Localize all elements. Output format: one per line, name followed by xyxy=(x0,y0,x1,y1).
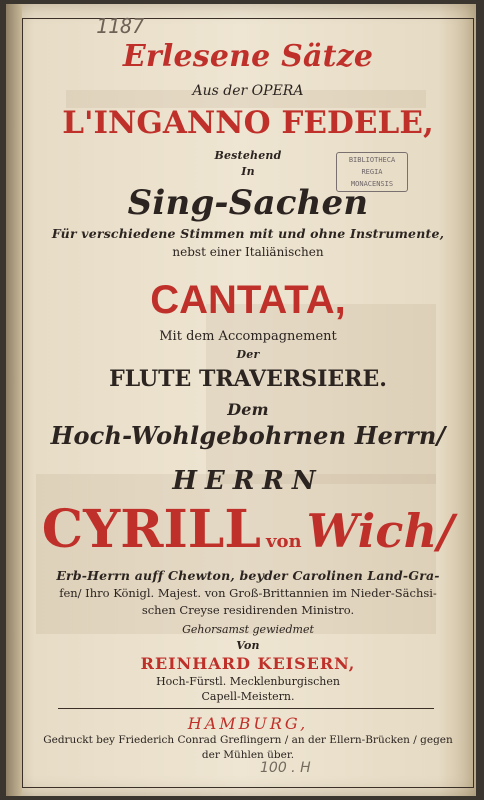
imprint-city: HAMBURG, xyxy=(187,714,309,733)
title-line-23: Hoch-Fürstl. Mecklenburgischen xyxy=(156,675,340,688)
title-line-20: Gehorsamst gewiedmet xyxy=(182,623,314,636)
title-line-21: Von xyxy=(236,639,260,652)
dedicatee-von: von xyxy=(266,531,302,552)
imprint-rule xyxy=(58,708,434,709)
pencil-note: 100 . H xyxy=(260,760,311,776)
title-line-8: nebst einer Italiänischen xyxy=(172,245,324,259)
title-line-17: Erb-Herrn auff Chewton, beyder Carolinen Land-Gra- xyxy=(56,568,440,583)
title-line-14: Hoch-Wohlgebohrnen Herrn/ xyxy=(50,421,446,450)
title-line-5: In xyxy=(241,165,255,178)
dedicatee-surname: Wich/ xyxy=(306,504,455,558)
title-line-18: fen/ Ihro Königl. Majest. von Groß-Brittannien im Nieder-Sächsi- xyxy=(59,586,437,600)
title-line-15: HERRN xyxy=(172,466,324,496)
title-line-24: Capell-Meistern. xyxy=(201,690,295,703)
imprint-printer: Gedruckt bey Friederich Conrad Greflingern / an der Ellern-Brücken / gegen xyxy=(43,734,453,746)
title-line-13: Dem xyxy=(227,400,269,419)
composer-name: REINHARD KEISERN, xyxy=(140,654,356,673)
dedicatee-first-name: CYRILL xyxy=(41,499,261,560)
cantata-title: CANTATA, xyxy=(150,278,346,322)
opera-title: L'INGANNO FEDELE, xyxy=(62,105,434,141)
title-line-7: Für verschiedene Stimmen mit und ohne Instrumente, xyxy=(51,226,445,241)
title-line-2: Aus der OPERA xyxy=(192,83,304,99)
title-line-12: FLUTE TRAVERSIERE. xyxy=(109,366,387,392)
title-page-leaf xyxy=(6,4,476,796)
stamp-line: MONACENSIS xyxy=(350,180,394,188)
title-line-10: Mit dem Accompagnement xyxy=(159,329,337,344)
title-line-1: Erlesene Sätze xyxy=(122,39,374,74)
binding-gutter xyxy=(6,4,22,796)
dedicatee-name xyxy=(32,499,464,560)
title-line-11: Der xyxy=(236,348,260,361)
stamp-line: BIBLIOTHECA xyxy=(348,156,396,164)
title-line-19: schen Creyse residirenden Ministro. xyxy=(141,603,355,617)
title-line-4: Bestehend xyxy=(214,149,282,162)
catalogue-mark: 1187 xyxy=(96,14,145,38)
stamp-line: REGIA xyxy=(361,168,383,176)
imprint-location: der Mühlen über. xyxy=(201,749,295,761)
title-line-6: Sing-Sachen xyxy=(127,183,369,223)
